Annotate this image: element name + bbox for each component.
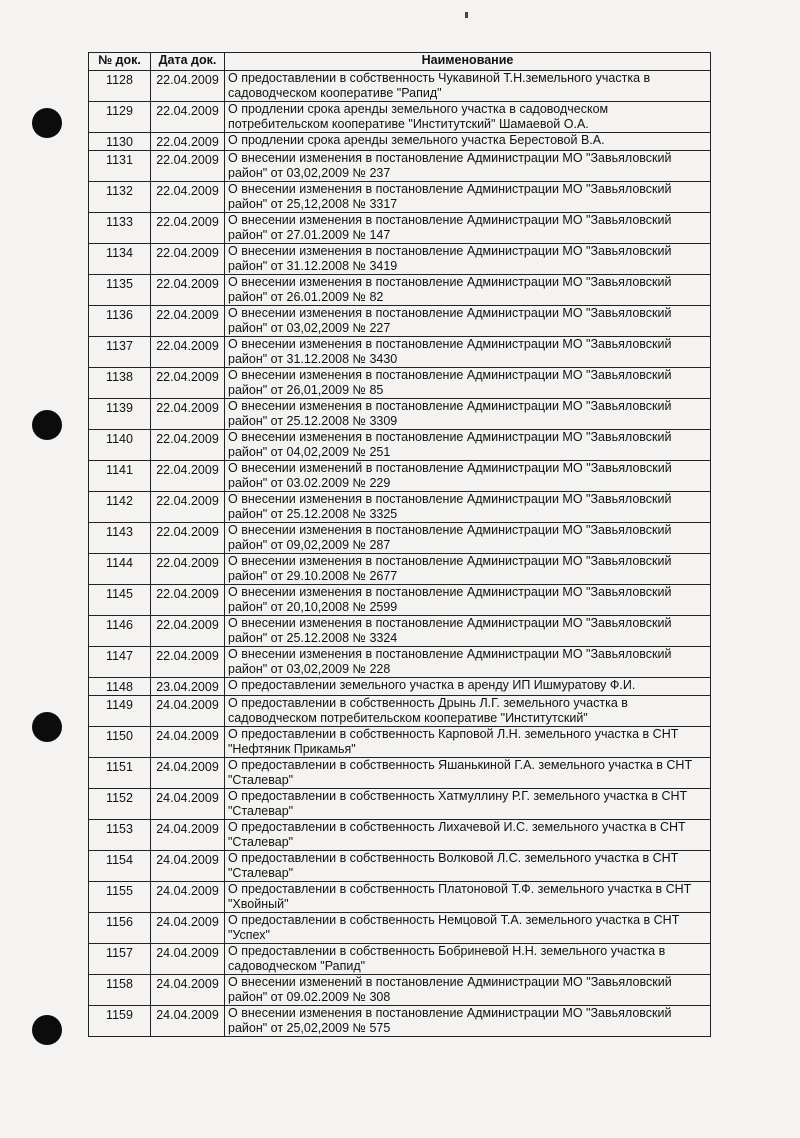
table-row	[89, 461, 711, 492]
table-row	[89, 399, 711, 430]
table-row	[89, 585, 711, 616]
table-row	[89, 727, 711, 758]
document-date: 24.04.2009	[151, 758, 225, 789]
document-title: О предоставлении в собственность Карповой Л.Н. земельного участка в СНТ "Нефтяник Прикамья"	[225, 727, 711, 758]
document-title: О предоставлении в собственность Хатмуллину Р.Г. земельного участка в СНТ "Сталевар"	[225, 789, 711, 820]
document-number: 1150	[89, 727, 151, 758]
table-row	[89, 213, 711, 244]
document-title: О внесении изменения в постановление Администрации МО "Завьяловский район" от 26.01.2009 № 82	[225, 275, 711, 306]
document-date: 22.04.2009	[151, 306, 225, 337]
table-row	[89, 789, 711, 820]
document-date: 22.04.2009	[151, 102, 225, 133]
header-number: № док.	[89, 53, 151, 71]
document-title: О предоставлении в собственность Лихачевой И.С. земельного участка в СНТ "Сталевар"	[225, 820, 711, 851]
table-row	[89, 275, 711, 306]
document-date: 23.04.2009	[151, 678, 225, 696]
table-row	[89, 851, 711, 882]
document-date: 22.04.2009	[151, 523, 225, 554]
document-title: О предоставлении в собственность Яшанькиной Г.А. земельного участка в СНТ "Сталевар"	[225, 758, 711, 789]
document-date: 22.04.2009	[151, 430, 225, 461]
document-number: 1147	[89, 647, 151, 678]
document-number: 1137	[89, 337, 151, 368]
table-row	[89, 244, 711, 275]
document-date: 22.04.2009	[151, 213, 225, 244]
document-number: 1140	[89, 430, 151, 461]
document-date: 24.04.2009	[151, 1006, 225, 1037]
table-row	[89, 882, 711, 913]
header-name: Наименование	[225, 53, 711, 71]
document-number: 1136	[89, 306, 151, 337]
document-number: 1157	[89, 944, 151, 975]
document-number: 1152	[89, 789, 151, 820]
document-title: О предоставлении земельного участка в аренду ИП Ишмуратову Ф.И.	[225, 678, 711, 696]
document-date: 22.04.2009	[151, 133, 225, 151]
document-number: 1159	[89, 1006, 151, 1037]
document-date: 24.04.2009	[151, 944, 225, 975]
document-number: 1128	[89, 71, 151, 102]
document-number: 1143	[89, 523, 151, 554]
table-row	[89, 975, 711, 1006]
document-title: О внесении изменения в постановление Администрации МО "Завьяловский район" от 04,02,2009 № 251	[225, 430, 711, 461]
document-number: 1145	[89, 585, 151, 616]
document-title: О внесении изменения в постановление Администрации МО "Завьяловский район" от 03,02,2009 № 227	[225, 306, 711, 337]
table-row	[89, 368, 711, 399]
table-row	[89, 678, 711, 696]
document-title: О внесении изменения в постановление Администрации МО "Завьяловский район" от 29.10.2008 № 2677	[225, 554, 711, 585]
table-row	[89, 647, 711, 678]
document-date: 24.04.2009	[151, 696, 225, 727]
document-title: О предоставлении в собственность Платоновой Т.Ф. земельного участка в СНТ "Хвойный"	[225, 882, 711, 913]
document-number: 1134	[89, 244, 151, 275]
document-date: 22.04.2009	[151, 554, 225, 585]
punch-hole	[32, 712, 62, 742]
table-row	[89, 523, 711, 554]
document-number: 1131	[89, 151, 151, 182]
document-title: О продлении срока аренды земельного участка в садоводческом потребительском кооперативе "Институтский" Шамаевой О.А.	[225, 102, 711, 133]
document-number: 1144	[89, 554, 151, 585]
document-title: О продлении срока аренды земельного участка Берестовой В.А.	[225, 133, 711, 151]
document-date: 22.04.2009	[151, 585, 225, 616]
table-row	[89, 696, 711, 727]
table-row	[89, 306, 711, 337]
table-row	[89, 133, 711, 151]
document-date: 24.04.2009	[151, 975, 225, 1006]
table-row	[89, 820, 711, 851]
table-row	[89, 492, 711, 523]
scan-speck	[465, 12, 468, 18]
document-date: 22.04.2009	[151, 399, 225, 430]
document-number: 1132	[89, 182, 151, 213]
document-number: 1139	[89, 399, 151, 430]
document-title: О внесении изменения в постановление Администрации МО "Завьяловский район" от 25.12.2008 № 3309	[225, 399, 711, 430]
header-date: Дата док.	[151, 53, 225, 71]
table-row	[89, 944, 711, 975]
document-date: 22.04.2009	[151, 151, 225, 182]
document-date: 22.04.2009	[151, 616, 225, 647]
document-date: 22.04.2009	[151, 182, 225, 213]
document-title: О внесении изменения в постановление Администрации МО "Завьяловский район" от 25,02,2009 № 575	[225, 1006, 711, 1037]
document-number: 1155	[89, 882, 151, 913]
document-title: О внесении изменений в постановление Администрации МО "Завьяловский район" от 09.02.2009 № 308	[225, 975, 711, 1006]
document-date: 24.04.2009	[151, 851, 225, 882]
document-number: 1149	[89, 696, 151, 727]
document-number: 1151	[89, 758, 151, 789]
document-date: 22.04.2009	[151, 337, 225, 368]
document-title: О внесении изменения в постановление Администрации МО "Завьяловский район" от 27.01.2009 № 147	[225, 213, 711, 244]
table-row	[89, 430, 711, 461]
document-title: О предоставлении в собственность Чукавиной Т.Н.земельного участка в садоводческом кооперативе "Рапид"	[225, 71, 711, 102]
table-row	[89, 1006, 711, 1037]
document-date: 24.04.2009	[151, 789, 225, 820]
document-date: 22.04.2009	[151, 647, 225, 678]
table-row	[89, 182, 711, 213]
table-row	[89, 616, 711, 647]
table-row	[89, 913, 711, 944]
document-number: 1148	[89, 678, 151, 696]
document-title: О внесении изменения в постановление Администрации МО "Завьяловский район" от 31.12.2008 № 3419	[225, 244, 711, 275]
document-number: 1138	[89, 368, 151, 399]
table-row	[89, 758, 711, 789]
document-number: 1154	[89, 851, 151, 882]
document-date: 24.04.2009	[151, 820, 225, 851]
document-title: О внесении изменения в постановление Администрации МО "Завьяловский район" от 31.12.2008 № 3430	[225, 337, 711, 368]
document-date: 22.04.2009	[151, 368, 225, 399]
document-number: 1153	[89, 820, 151, 851]
document-date: 22.04.2009	[151, 461, 225, 492]
document-number: 1142	[89, 492, 151, 523]
punch-hole	[32, 1015, 62, 1045]
document-date: 22.04.2009	[151, 244, 225, 275]
documents-register-table	[88, 52, 711, 1037]
document-date: 22.04.2009	[151, 275, 225, 306]
table-row	[89, 151, 711, 182]
document-number: 1141	[89, 461, 151, 492]
document-title: О предоставлении в собственность Немцовой Т.А. земельного участка в СНТ "Успех"	[225, 913, 711, 944]
document-number: 1158	[89, 975, 151, 1006]
document-date: 24.04.2009	[151, 882, 225, 913]
document-date: 24.04.2009	[151, 727, 225, 758]
document-title: О внесении изменения в постановление Администрации МО "Завьяловский район" от 26,01,2009 № 85	[225, 368, 711, 399]
document-number: 1133	[89, 213, 151, 244]
table-row	[89, 554, 711, 585]
document-number: 1130	[89, 133, 151, 151]
document-title: О предоставлении в собственность Дрынь Л.Г. земельного участка в садоводческом потребительском кооперативе "Институтский"	[225, 696, 711, 727]
document-number: 1135	[89, 275, 151, 306]
punch-hole	[32, 410, 62, 440]
document-number: 1129	[89, 102, 151, 133]
document-number: 1146	[89, 616, 151, 647]
document-title: О внесении изменения в постановление Администрации МО "Завьяловский район" от 03,02,2009 № 237	[225, 151, 711, 182]
document-title: О внесении изменения в постановление Администрации МО "Завьяловский район" от 25.12.2008 № 3325	[225, 492, 711, 523]
document-title: О предоставлении в собственность Волковой Л.С. земельного участка в СНТ "Сталевар"	[225, 851, 711, 882]
document-title: О внесении изменения в постановление Администрации МО "Завьяловский район" от 25.12.2008 № 3324	[225, 616, 711, 647]
document-date: 22.04.2009	[151, 492, 225, 523]
document-title: О предоставлении в собственность Бобриневой Н.Н. земельного участка в садоводческом "Рапид"	[225, 944, 711, 975]
table-row	[89, 102, 711, 133]
document-date: 22.04.2009	[151, 71, 225, 102]
document-title: О внесении изменения в постановление Администрации МО "Завьяловский район" от 25,12,2008 № 3317	[225, 182, 711, 213]
punch-hole	[32, 108, 62, 138]
document-title: О внесении изменений в постановление Администрации МО "Завьяловский район" от 03.02.2009 № 229	[225, 461, 711, 492]
document-title: О внесении изменения в постановление Администрации МО "Завьяловский район" от 20,10,2008 № 2599	[225, 585, 711, 616]
table-row	[89, 71, 711, 102]
document-date: 24.04.2009	[151, 913, 225, 944]
document-title: О внесении изменения в постановление Администрации МО "Завьяловский район" от 03,02,2009 № 228	[225, 647, 711, 678]
document-title: О внесении изменения в постановление Администрации МО "Завьяловский район" от 09,02,2009 № 287	[225, 523, 711, 554]
document-number: 1156	[89, 913, 151, 944]
table-header-row	[89, 53, 711, 71]
table-row	[89, 337, 711, 368]
